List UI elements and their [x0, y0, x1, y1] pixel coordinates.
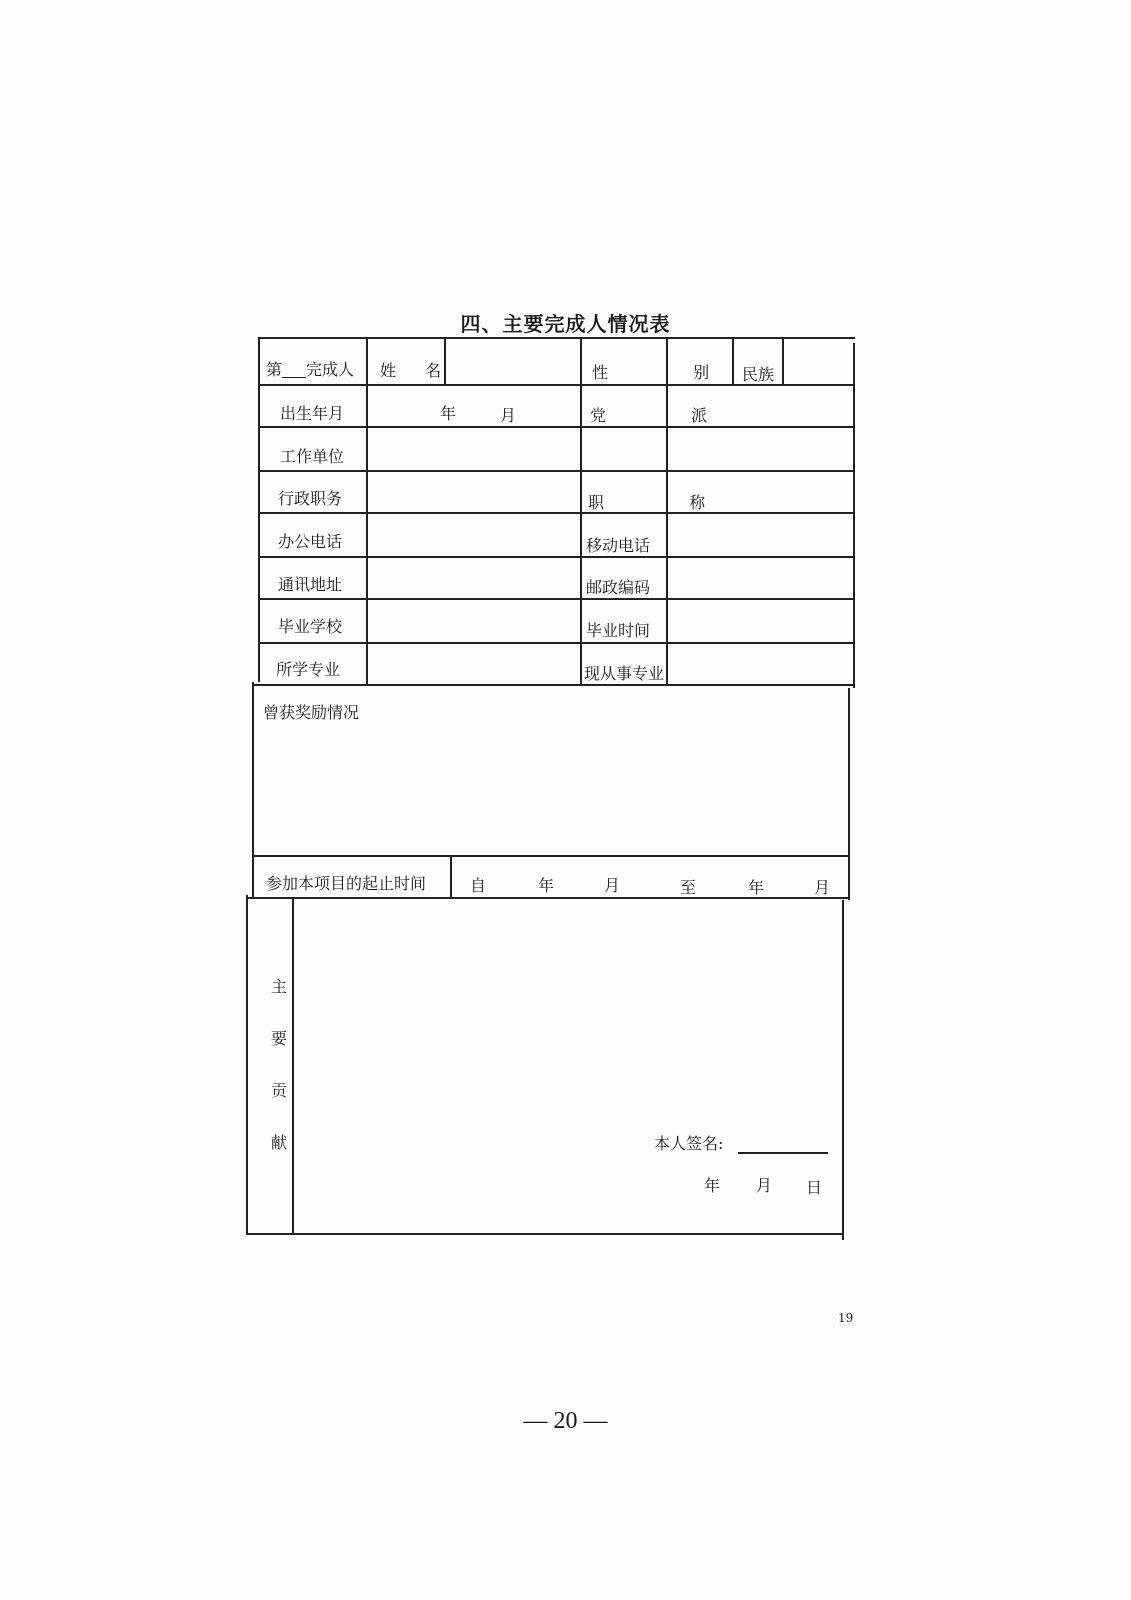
birth-year-label: 年 [440, 404, 457, 423]
address-field[interactable] [370, 560, 578, 596]
grad-time-field[interactable] [670, 602, 850, 640]
name-field[interactable] [448, 342, 578, 382]
date-year-label: 年 [704, 1176, 721, 1195]
gender-label: 性 别 [592, 363, 750, 382]
contribution-char: 主 [270, 977, 287, 996]
office-phone-field[interactable] [370, 516, 578, 554]
gender-field[interactable] [670, 342, 730, 382]
current-major-label: 现从事专业 [584, 664, 665, 683]
contribution-char: 要 [270, 1029, 287, 1048]
from-label: 自 [470, 876, 487, 895]
date-day-label: 日 [806, 1178, 823, 1197]
ethnicity-field[interactable] [786, 342, 850, 382]
postcode-field[interactable] [670, 560, 850, 596]
work-unit-field[interactable] [370, 430, 850, 468]
signature-label: 本人签名: [654, 1134, 724, 1153]
page-number-small: 19 [838, 1311, 854, 1325]
rank-blank[interactable] [282, 363, 306, 378]
school-field[interactable] [370, 602, 578, 640]
page-number: — 20 — [523, 1408, 608, 1434]
party-label: 党 派 [590, 406, 748, 425]
birth-label: 出生年月 [280, 404, 345, 423]
title-rank-field[interactable] [670, 474, 850, 510]
major-field[interactable] [370, 646, 578, 682]
to-month-label: 月 [814, 878, 831, 897]
signature-line[interactable] [738, 1152, 828, 1154]
grad-time-label: 毕业时间 [586, 621, 651, 640]
contribution-char: 献 [270, 1133, 287, 1152]
work-unit-label: 工作单位 [280, 447, 345, 466]
postcode-label: 邮政编码 [586, 578, 651, 597]
period-label: 参加本项目的起止时间 [266, 874, 427, 893]
party-field[interactable] [670, 388, 850, 424]
major-label: 所学专业 [276, 660, 341, 679]
address-label: 通讯地址 [278, 575, 343, 594]
contribution-field[interactable] [298, 902, 838, 1122]
contribution-char: 贡 [270, 1081, 287, 1100]
awards-field[interactable] [260, 728, 845, 852]
from-month-label: 月 [604, 876, 621, 895]
to-label: 至 [680, 878, 697, 897]
form-title: 四、主要完成人情况表 [460, 312, 671, 336]
name-label: 姓 名 [380, 361, 454, 380]
title-rank-label: 职 称 [588, 493, 746, 512]
contribution-label [268, 974, 290, 1182]
current-major-field[interactable] [670, 646, 850, 682]
from-year-label: 年 [538, 876, 555, 895]
ethnicity-label: 民族 [742, 365, 775, 384]
rank-label: 第 完成人 [266, 360, 355, 379]
to-year-label: 年 [748, 878, 765, 897]
school-label: 毕业学校 [278, 617, 343, 636]
office-phone-label: 办公电话 [278, 532, 343, 551]
admin-post-label: 行政职务 [278, 489, 343, 508]
mobile-field[interactable] [670, 516, 850, 554]
date-month-label: 月 [756, 1176, 773, 1195]
mobile-label: 移动电话 [586, 536, 651, 555]
awards-label: 曾获奖励情况 [263, 703, 360, 722]
birth-month-label: 月 [500, 406, 517, 425]
admin-post-field[interactable] [370, 474, 578, 510]
